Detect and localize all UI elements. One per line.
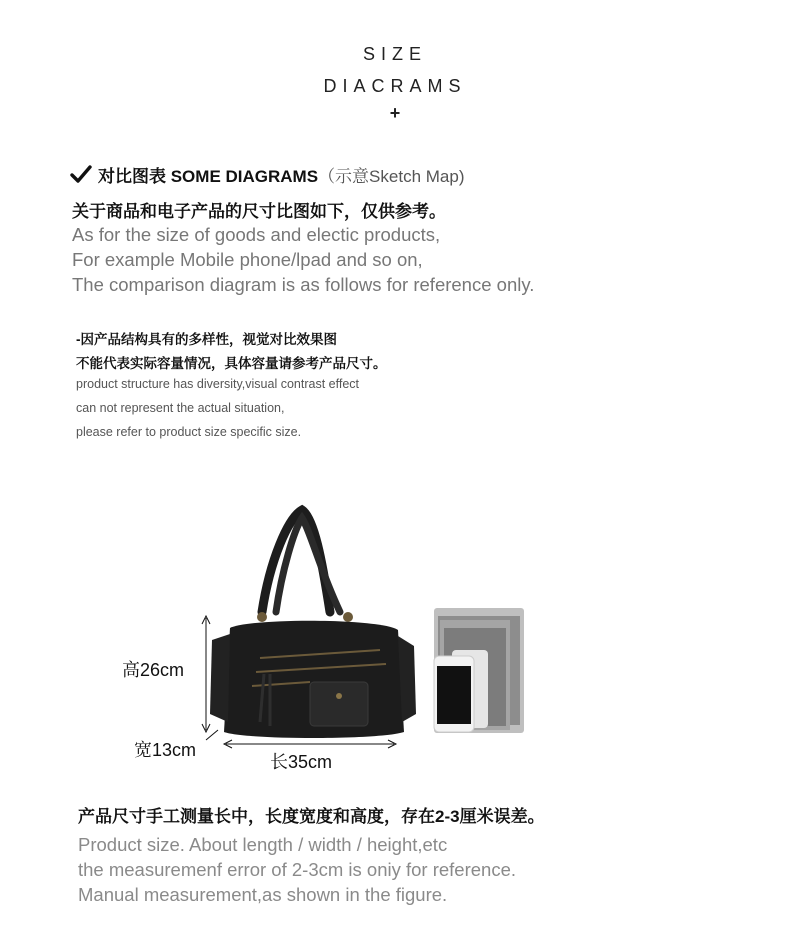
bottom-en-line-1: Product size. About length / width / height,etc [78, 834, 448, 855]
phone-screen [437, 666, 471, 724]
header-plus: + [389, 103, 401, 123]
note-en-line-3: please refer to product size specific size. [76, 425, 302, 439]
section-title [98, 162, 465, 187]
header-title-size: SIZE [362, 44, 427, 64]
bag-handles [262, 510, 340, 612]
note-en-line-2: can not represent the actual situation, [76, 401, 285, 415]
note-en-line-1: product structure has diversity,visual contrast effect [76, 377, 359, 391]
section-en-line-1: As for the size of goods and electic products, [72, 224, 441, 245]
product-comparison-illustration [190, 500, 550, 760]
section-title-bold: 对比图表 SOME DIAGRAMS [98, 167, 319, 186]
section-en-line-3: The comparison diagram is as follows for reference only. [72, 274, 535, 295]
length-label: 长35cm [270, 752, 333, 772]
bag-button [336, 693, 342, 699]
header-title-diagrams: DIACRAMS [323, 76, 467, 96]
bottom-en-line-2: the measuremenf error of 2-3cm is oniy for reference. [78, 859, 517, 880]
section-title-light: （示意Sketch Map) [318, 167, 465, 186]
note-cn-line-2: 不能代表实际容量情况，具体容量请参考产品尺寸。 [76, 356, 387, 371]
height-label: 高26cm [122, 660, 185, 680]
handle-ring-left [257, 612, 267, 622]
width-label: 宽13cm [134, 740, 197, 760]
section-cn-text: 关于商品和电子产品的尺寸比图如下，仅供参考。 [72, 202, 446, 221]
bottom-cn-text: 产品尺寸手工测量长中，长度宽度和高度，存在2-3厘米误差。 [78, 807, 545, 826]
width-arrow-line [206, 730, 218, 740]
section-en-line-2: For example Mobile phone/lpad and so on, [72, 249, 423, 270]
bag-side-pocket-left [210, 634, 230, 722]
bag-front-pocket [310, 682, 368, 726]
bottom-en-line-3: Manual measurement,as shown in the figure. [78, 884, 448, 905]
check-icon [70, 164, 92, 184]
note-cn-line-1: -因产品结构具有的多样性，视觉对比效果图 [76, 332, 337, 347]
handle-ring-right [343, 612, 353, 622]
